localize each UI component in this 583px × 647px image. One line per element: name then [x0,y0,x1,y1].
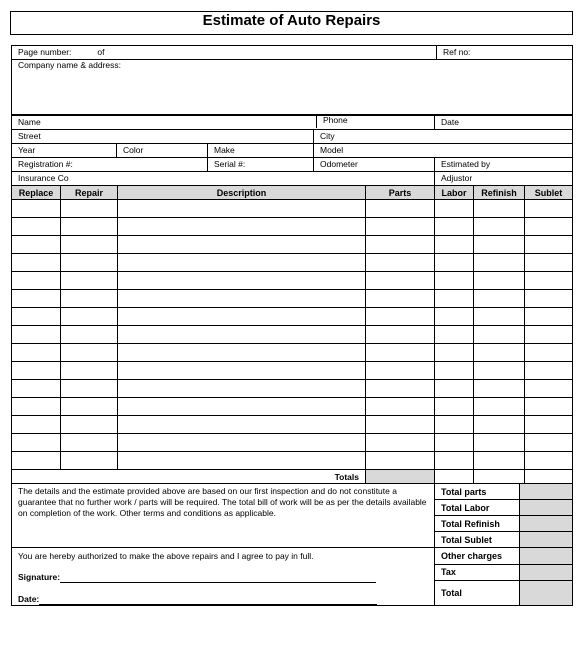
total-labor-label: Total Labor [435,500,520,516]
bottom-table [11,483,573,606]
city-field[interactable]: City [314,130,573,144]
of-label: of [97,47,105,57]
authorization-block [12,548,435,606]
cell-description[interactable] [118,344,366,362]
cell-parts[interactable] [366,344,435,362]
grand-total-label: Total [435,581,520,606]
cell-labor[interactable] [435,452,474,470]
cell-sublet[interactable] [525,200,573,218]
totals-labor[interactable] [435,470,474,484]
cell-repair[interactable] [61,344,118,362]
cell-repair[interactable] [61,380,118,398]
year-field[interactable]: Year [12,144,117,158]
cell-replace[interactable] [12,434,61,452]
cell-description[interactable] [118,254,366,272]
cell-sublet[interactable] [525,416,573,434]
cell-description[interactable] [118,326,366,344]
cell-parts[interactable] [366,308,435,326]
table-row [12,308,573,326]
total-refinish-value[interactable] [520,516,573,532]
cell-replace[interactable] [12,236,61,254]
cell-replace[interactable] [12,452,61,470]
cell-repair[interactable] [61,254,118,272]
cell-sublet[interactable] [525,254,573,272]
cell-parts[interactable] [366,326,435,344]
cell-parts[interactable] [366,416,435,434]
col-parts: Parts [366,186,435,200]
cell-labor[interactable] [435,218,474,236]
col-sublet: Sublet [525,186,573,200]
signature-row [18,571,434,583]
cell-description[interactable] [118,416,366,434]
cell-labor[interactable] [435,254,474,272]
cell-refinish[interactable] [474,200,525,218]
totals-label: Totals [12,470,366,484]
table-row [12,398,573,416]
table-row [12,452,573,470]
cell-sublet[interactable] [525,326,573,344]
other-charges-value[interactable] [520,548,573,565]
total-parts-value[interactable] [520,484,573,500]
info-table [11,115,573,130]
total-refinish-label: Total Refinish [435,516,520,532]
cell-repair[interactable] [61,308,118,326]
cell-parts[interactable] [366,254,435,272]
cell-parts[interactable] [366,434,435,452]
table-row [12,236,573,254]
adjustor-field[interactable]: Adjustor [435,172,573,186]
table-row [12,254,573,272]
col-description: Description [118,186,366,200]
cell-labor[interactable] [435,362,474,380]
cell-labor[interactable] [435,272,474,290]
table-row [12,380,573,398]
tax-value[interactable] [520,564,573,581]
cell-replace[interactable] [12,326,61,344]
total-sublet-label: Total Sublet [435,532,520,548]
cell-replace[interactable] [12,416,61,434]
name-field[interactable]: Name [12,116,435,130]
cell-parts[interactable] [366,398,435,416]
cell-parts[interactable] [366,452,435,470]
cell-replace[interactable] [12,398,61,416]
info-table-2 [11,129,573,186]
cell-description[interactable] [118,200,366,218]
table-row [12,362,573,380]
cell-replace[interactable] [12,344,61,362]
street-field[interactable]: Street [12,130,314,144]
table-row [12,416,573,434]
authorization-text: You are hereby authorized to make the above repairs and I agree to pay in full. [18,551,314,561]
insurance-field[interactable]: Insurance Co [12,172,435,186]
cell-description[interactable] [118,434,366,452]
table-row [12,218,573,236]
make-field[interactable]: Make [208,144,314,158]
cell-parts[interactable] [366,236,435,254]
cell-sublet[interactable] [525,272,573,290]
cell-labor[interactable] [435,308,474,326]
col-replace: Replace [12,186,61,200]
estimate-form [11,45,572,606]
cell-labor[interactable] [435,398,474,416]
cell-description[interactable] [118,290,366,308]
table-row [12,200,573,218]
col-refinish: Refinish [474,186,525,200]
cell-refinish[interactable] [474,326,525,344]
cell-refinish[interactable] [474,398,525,416]
table-row [12,326,573,344]
cell-repair[interactable] [61,290,118,308]
cell-refinish[interactable] [474,272,525,290]
cell-sublet[interactable] [525,308,573,326]
cell-refinish[interactable] [474,416,525,434]
cell-labor[interactable] [435,416,474,434]
total-parts-label: Total parts [435,484,520,500]
cell-refinish[interactable] [474,254,525,272]
cell-sublet[interactable] [525,344,573,362]
cell-parts[interactable] [366,272,435,290]
date-line[interactable] [39,604,377,605]
cell-replace[interactable] [12,362,61,380]
cell-repair[interactable] [61,218,118,236]
date-row [18,593,434,605]
registration-field[interactable]: Registration #: [12,158,208,172]
table-row [12,272,573,290]
cell-refinish[interactable] [474,344,525,362]
cell-labor[interactable] [435,290,474,308]
form-title: Estimate of Auto Repairs [202,12,381,29]
ref-no-field[interactable]: Ref no: [437,46,573,60]
grand-total-value[interactable] [520,581,573,606]
cell-replace[interactable] [12,218,61,236]
col-labor: Labor [435,186,474,200]
cell-labor[interactable] [435,380,474,398]
cell-parts[interactable] [366,362,435,380]
cell-sublet[interactable] [525,434,573,452]
cell-refinish[interactable] [474,434,525,452]
cell-replace[interactable] [12,290,61,308]
table-row [12,290,573,308]
cell-repair[interactable] [61,326,118,344]
cell-description[interactable] [118,236,366,254]
cell-repair[interactable] [61,398,118,416]
cell-repair[interactable] [61,272,118,290]
cell-replace[interactable] [12,200,61,218]
phone-field[interactable]: Phone [316,114,433,128]
cell-parts[interactable] [366,200,435,218]
totals-refinish[interactable] [474,470,525,484]
cell-sublet[interactable] [525,362,573,380]
company-address-field[interactable]: Company name & address: [12,60,573,115]
cell-refinish[interactable] [474,236,525,254]
odometer-field[interactable]: Odometer [314,158,435,172]
cell-replace[interactable] [12,380,61,398]
cell-labor[interactable] [435,200,474,218]
cell-labor[interactable] [435,344,474,362]
total-labor-value[interactable] [520,500,573,516]
cell-repair[interactable] [61,362,118,380]
cell-sublet[interactable] [525,380,573,398]
tax-label: Tax [435,564,520,581]
cell-repair[interactable] [61,236,118,254]
page-number-label: Page number: [18,47,72,57]
cell-description[interactable] [118,272,366,290]
cell-parts[interactable] [366,380,435,398]
totals-sublet[interactable] [525,470,573,484]
cell-repair[interactable] [61,200,118,218]
totals-parts[interactable] [366,470,435,484]
cell-replace[interactable] [12,308,61,326]
color-field[interactable]: Color [117,144,208,158]
line-items-table [11,185,573,484]
col-repair: Repair [61,186,118,200]
cell-repair[interactable] [61,416,118,434]
cell-replace[interactable] [12,272,61,290]
page-number-field[interactable] [12,46,437,60]
cell-description[interactable] [118,380,366,398]
cell-description[interactable] [118,218,366,236]
cell-replace[interactable] [12,254,61,272]
cell-labor[interactable] [435,236,474,254]
cell-sublet[interactable] [525,236,573,254]
cell-refinish[interactable] [474,452,525,470]
date-field[interactable]: Date [435,116,573,130]
cell-description[interactable] [118,398,366,416]
table-row [12,434,573,452]
cell-sublet[interactable] [525,398,573,416]
cell-description[interactable] [118,362,366,380]
cell-refinish[interactable] [474,362,525,380]
cell-description[interactable] [118,308,366,326]
disclaimer-text: The details and the estimate provided above are based on our first inspection and do not constitute a guarantee that no further work / parts will be required. The total bill of work will be as per the details available on completion of the work. Other terms and conditions as applicable. [12,484,435,548]
cell-sublet[interactable] [525,452,573,470]
other-charges-label: Other charges [435,548,520,565]
cell-labor[interactable] [435,434,474,452]
header-table [11,45,573,115]
date-label: Date: [18,594,40,604]
estimated-by-field[interactable]: Estimated by [435,158,573,172]
total-sublet-value[interactable] [520,532,573,548]
cell-parts[interactable] [366,290,435,308]
table-row [12,344,573,362]
cell-refinish[interactable] [474,218,525,236]
signature-line[interactable] [60,582,376,583]
signature-label: Signature: [18,572,61,582]
cell-refinish[interactable] [474,290,525,308]
cell-labor[interactable] [435,326,474,344]
serial-field[interactable]: Serial #: [208,158,314,172]
cell-repair[interactable] [61,434,118,452]
cell-parts[interactable] [366,218,435,236]
model-field[interactable]: Model [314,144,573,158]
cell-refinish[interactable] [474,380,525,398]
cell-repair[interactable] [61,452,118,470]
cell-sublet[interactable] [525,218,573,236]
cell-description[interactable] [118,452,366,470]
cell-refinish[interactable] [474,308,525,326]
cell-sublet[interactable] [525,290,573,308]
